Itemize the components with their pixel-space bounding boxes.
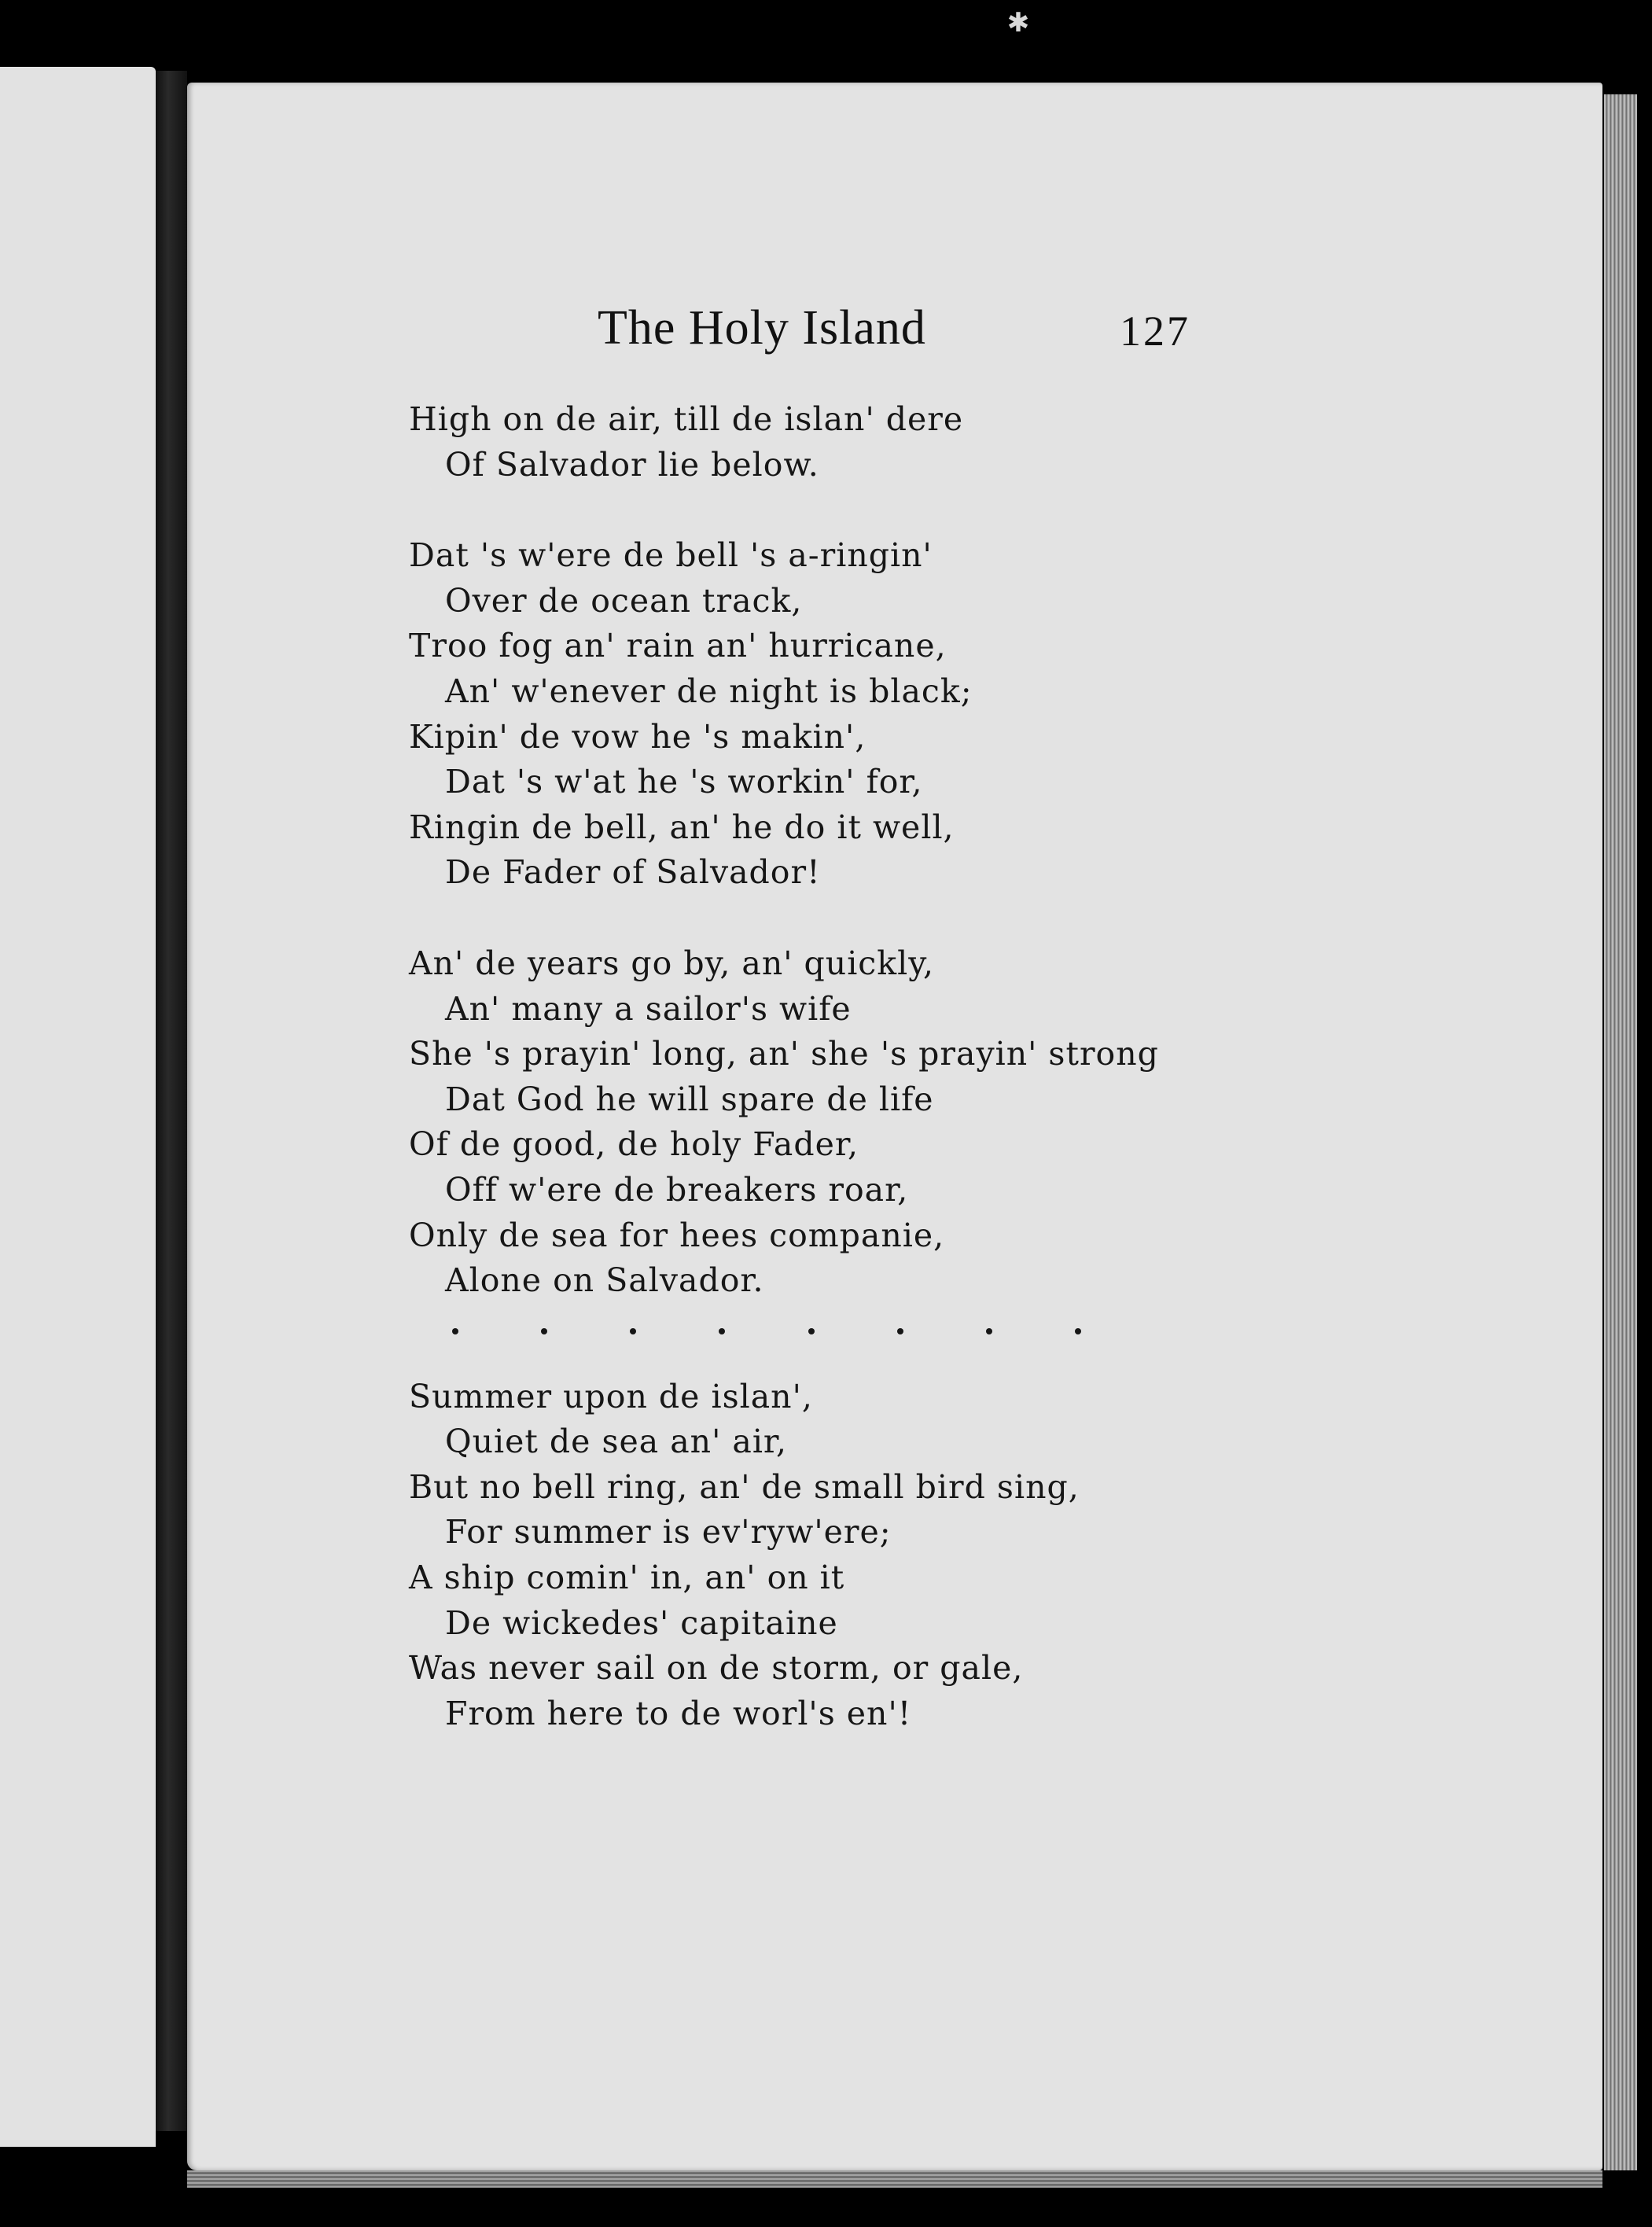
poem-line: Of Salvador lie below. [445, 445, 819, 484]
poem-body [409, 397, 1352, 1782]
poem-line: Summer upon de islan', [409, 1377, 813, 1415]
poem-line: Quiet de sea an' air, [445, 1423, 788, 1461]
stanza [409, 1375, 1352, 1737]
poem-line: Only de sea for hees companie, [409, 1216, 945, 1254]
page-number: 127 [1120, 307, 1190, 355]
page-stack-bottom [187, 2170, 1602, 2188]
poem-line: Dat 's w'ere de bell 's a-ringin' [409, 536, 933, 575]
stanza [409, 941, 1352, 1304]
poem-line: But no bell ring, an' de small bird sing, [409, 1467, 1080, 1506]
poem-line: Of de good, de holy Fader, [409, 1125, 859, 1164]
stanza [409, 397, 1352, 488]
ellipsis-dot [1075, 1328, 1081, 1334]
poem-line: De wickedes' capitaine [445, 1603, 838, 1642]
stanza [409, 533, 1352, 896]
poem-line: An' many a sailor's wife [445, 989, 852, 1028]
ellipsis-dot [897, 1328, 903, 1334]
poem-line: Over de ocean track, [445, 581, 803, 620]
ellipsis-dot [541, 1328, 547, 1334]
poem-line: For summer is ev'ryw'ere; [445, 1513, 892, 1552]
ellipsis-dot [808, 1328, 815, 1334]
section-break-dots [452, 1312, 1081, 1351]
poem-line: An' w'enever de night is black; [445, 672, 973, 710]
scan-artifact-mark: ✱ [1006, 7, 1030, 39]
poem-line: A ship comin' in, an' on it [409, 1559, 845, 1597]
ellipsis-dot [630, 1328, 636, 1334]
book-gutter [156, 71, 187, 2131]
ellipsis-dot [986, 1328, 992, 1334]
poem-line: Dat 's w'at he 's workin' for, [445, 763, 923, 801]
poem-line: From here to de worl's en'! [445, 1694, 912, 1732]
poem-line: She 's prayin' long, an' she 's prayin' strong [409, 1035, 1159, 1073]
running-header-title: The Holy Island [598, 301, 926, 355]
poem-line: An' de years go by, an' quickly, [409, 944, 934, 982]
poem-line: Alone on Salvador. [445, 1261, 764, 1300]
poem-line: Off w'ere de breakers roar, [445, 1170, 909, 1209]
poem-line: Was never sail on de storm, or gale, [409, 1649, 1024, 1688]
poem-line: Kipin' de vow he 's makin', [409, 717, 866, 756]
ellipsis-dot [452, 1328, 458, 1334]
poem-line: Ringin de bell, an' he do it well, [409, 808, 955, 846]
page-stack-edge [1604, 94, 1637, 2170]
poem-line: Dat God he will spare de life [445, 1080, 934, 1118]
poem-line: Troo fog an' rain an' hurricane, [409, 627, 947, 665]
poem-line: High on de air, till de islan' dere [409, 400, 964, 438]
poem-line: De Fader of Salvador! [445, 853, 821, 892]
ellipsis-dot [719, 1328, 725, 1334]
left-page-edge [0, 67, 156, 2147]
